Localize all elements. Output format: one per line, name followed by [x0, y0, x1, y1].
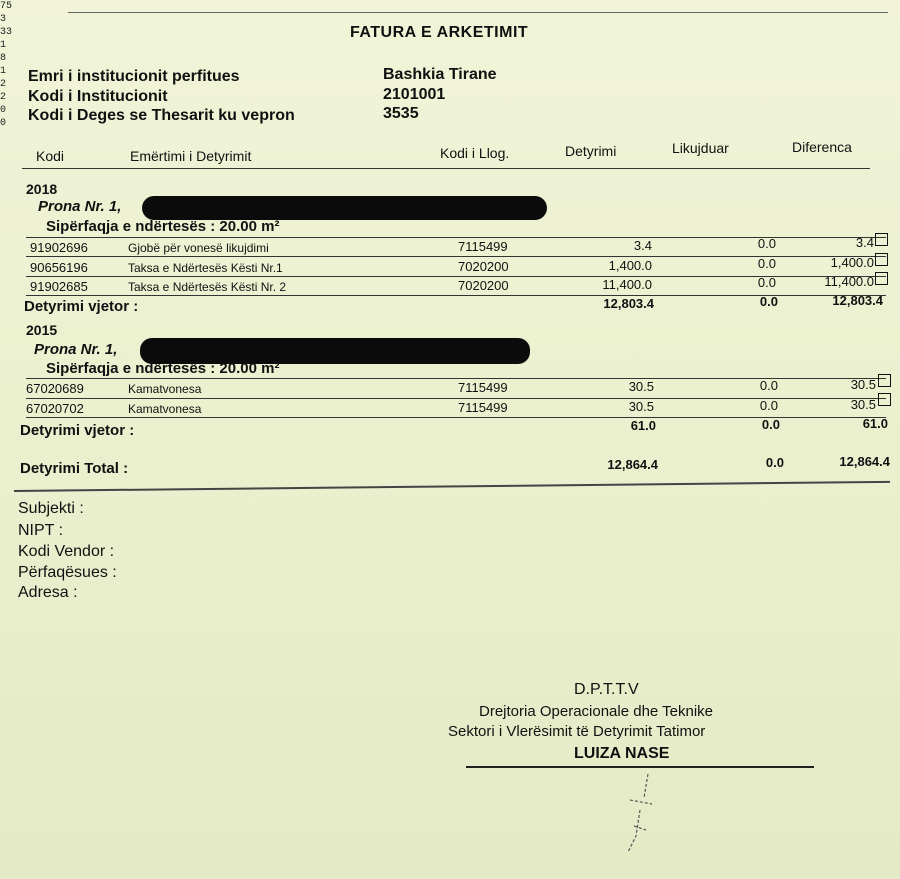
grand-total-detyrimi: 12,864.4: [607, 457, 658, 472]
cell-llog: 7020200: [458, 259, 509, 274]
annual-total-diferenca: 12,803.4: [832, 293, 883, 308]
cell-detyrimi: 3.4: [633, 238, 652, 253]
cell-diferenca: 11,400.0: [824, 274, 874, 289]
margin-text: 33: [0, 27, 13, 38]
institution-code-label: Kodi i Institucionit: [28, 88, 168, 105]
nipt-field: NIPT :: [18, 522, 64, 539]
subject-field: Subjekti :: [18, 500, 84, 517]
building-area: Sipërfaqja e ndërtesës : 20.00 m²: [46, 218, 280, 235]
cell-detyrimi: 1,400.0: [608, 258, 652, 273]
cell-llog: 7115499: [458, 239, 508, 254]
cell-detyrimi: 30.5: [628, 379, 654, 394]
margin-fragments: [0, 0, 20, 150]
cell-diferenca: 30.5: [850, 397, 876, 412]
grand-total-label: Detyrimi Total :: [20, 460, 129, 477]
document-title: FATURA E ARKETIMIT: [350, 24, 529, 41]
cell-detyrimi: 30.5: [628, 399, 654, 414]
annual-total-detyrimi: 61.0: [630, 418, 656, 433]
cell-kodi: 91902696: [30, 240, 88, 255]
handwritten-signature: [600, 770, 680, 860]
margin-text: 0: [0, 118, 7, 129]
cell-emertimi: Kamatvonesa: [128, 402, 202, 416]
cell-kodi: 67020689: [26, 381, 84, 396]
row-checkbox[interactable]: [875, 272, 888, 285]
annual-total-diferenca: 61.0: [862, 416, 888, 431]
signatory-name: LUIZA NASE: [574, 745, 670, 762]
cell-kodi: 90656196: [30, 260, 88, 275]
grand-total-likujduar: 0.0: [765, 455, 784, 470]
institution-name-value: Bashkia Tirane: [383, 66, 497, 83]
property-label: Prona Nr. 1,: [34, 341, 118, 358]
cell-diferenca: 3.4: [855, 235, 874, 250]
cell-llog: 7115499: [458, 380, 508, 395]
section-year: 2018: [26, 181, 58, 197]
building-area: Sipërfaqja e ndërtesës : 20.00 m²: [46, 360, 280, 377]
cell-detyrimi: 11,400.0: [602, 277, 652, 292]
col-header-likujduar: Likujduar: [672, 140, 729, 156]
col-header-detyrimi: Detyrimi: [565, 143, 617, 159]
cell-llog: 7020200: [458, 278, 509, 293]
institution-name-label: Emri i institucionit perfitues: [28, 68, 240, 85]
representative-field: Përfaqësues :: [18, 564, 117, 581]
margin-text: 1: [0, 40, 7, 51]
margin-text: 2: [0, 79, 7, 90]
cell-emertimi: Taksa e Ndërtesës Kësti Nr. 2: [128, 280, 287, 294]
institution-code-value: 2101001: [383, 86, 446, 103]
property-label: Prona Nr. 1,: [38, 198, 122, 215]
col-header-diferenca: Diferenca: [792, 139, 852, 155]
total-rule: [14, 481, 890, 492]
col-header-kodi: Kodi: [36, 148, 65, 164]
address-field: Adresa :: [18, 584, 78, 601]
vendor-code-field: Kodi Vendor :: [18, 543, 115, 560]
row-checkbox[interactable]: [875, 233, 888, 246]
section-year: 2015: [26, 322, 58, 338]
redaction-mark: [142, 196, 547, 220]
cell-likujduar: 0.0: [757, 256, 776, 271]
top-rule: [68, 12, 888, 13]
cell-kodi: 91902685: [30, 279, 88, 294]
treasury-branch-value: 3535: [383, 105, 419, 122]
annual-total-label: Detyrimi vjetor :: [20, 422, 135, 439]
col-header-emertimi: Emërtimi i Detyrimit: [130, 148, 252, 164]
cell-diferenca: 1,400.0: [830, 255, 874, 270]
margin-text: 1: [0, 66, 7, 77]
margin-text: 8: [0, 53, 7, 64]
annual-total-detyrimi: 12,803.4: [603, 296, 654, 311]
grand-total-diferenca: 12,864.4: [839, 454, 890, 469]
cell-likujduar: 0.0: [757, 275, 776, 290]
margin-text: 75: [0, 1, 13, 12]
margin-text: 2: [0, 92, 7, 103]
margin-text: 0: [0, 105, 7, 116]
signature-rule: [466, 766, 814, 768]
col-header-llog: Kodi i Llog.: [440, 145, 510, 161]
row-checkbox[interactable]: [875, 253, 888, 266]
cell-likujduar: 0.0: [759, 378, 778, 393]
annual-total-label: Detyrimi vjetor :: [24, 298, 139, 315]
margin-text: 3: [0, 14, 7, 25]
cell-emertimi: Taksa e Ndërtesës Kësti Nr.1: [128, 261, 283, 275]
row-checkbox[interactable]: [878, 393, 891, 406]
cell-kodi: 67020702: [26, 401, 84, 416]
row-checkbox[interactable]: [878, 374, 891, 387]
treasury-branch-label: Kodi i Deges se Thesarit ku vepron: [28, 107, 295, 124]
cell-likujduar: 0.0: [757, 236, 776, 251]
cell-diferenca: 30.5: [850, 377, 876, 392]
header-rule: [22, 168, 870, 169]
annual-total-likujduar: 0.0: [759, 294, 778, 309]
cell-likujduar: 0.0: [759, 398, 778, 413]
signature-org: D.P.T.T.V: [574, 681, 639, 698]
cell-llog: 7115499: [458, 400, 508, 415]
annual-total-likujduar: 0.0: [761, 417, 780, 432]
cell-emertimi: Kamatvonesa: [128, 382, 202, 396]
signature-line1: Drejtoria Operacionale dhe Teknike: [479, 703, 714, 720]
cell-emertimi: Gjobë për vonesë likujdimi: [128, 241, 269, 255]
signature-line2: Sektori i Vlerësimit të Detyrimit Tatimor: [448, 723, 706, 740]
